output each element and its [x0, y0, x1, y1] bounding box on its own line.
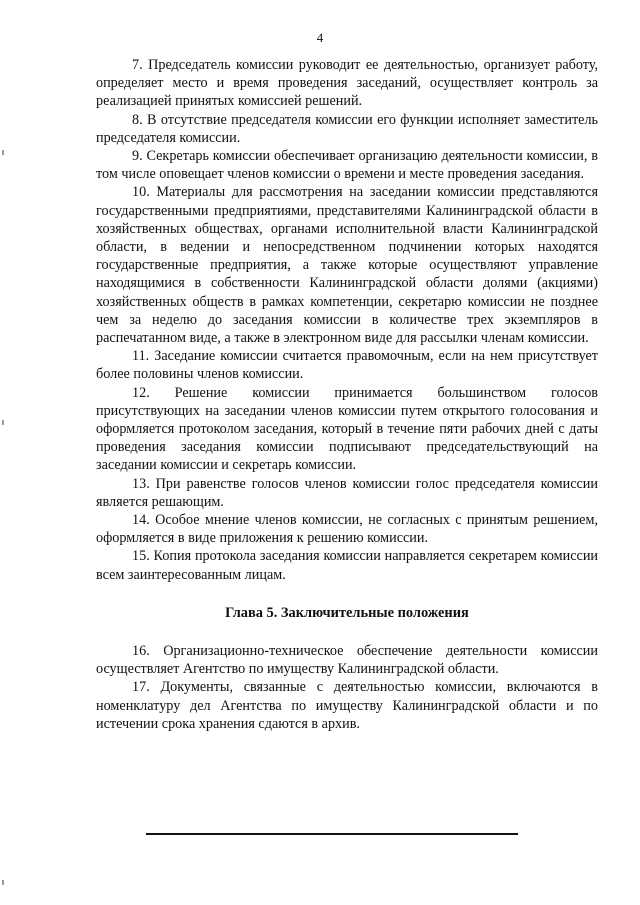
paragraph-17: 17. Документы, связанные с деятельностью комиссии, включаются в номенклатуру дел Агентства по имуществу Калининградской области и по истечении срока хранения сдаются в архив.	[96, 679, 598, 732]
end-of-document-line	[146, 833, 518, 835]
paragraph-11: 11. Заседание комиссии считается правомочным, если на нем присутствует более половины членов комиссии.	[96, 348, 598, 383]
paragraph-16: 16. Организационно-техническое обеспечение деятельности комиссии осуществляет Агентство по имуществу Калининградской области.	[96, 642, 598, 678]
scan-edge-mark	[2, 420, 4, 425]
paragraph-15: 15. Копия протокола заседания комиссии направляется секретарем комиссии всем заинтересованным лицам.	[96, 548, 598, 583]
scan-edge-mark	[2, 150, 4, 155]
paragraph-10: 10. Материалы для рассмотрения на заседании комиссии представляются государственными предприятиями, представителями Калининградской области в хозяйственных обществах, органами исполнительной власти Калининградской области, в ведении и непосредственном подчинении которых находятся государственные предприятия, а также которые осуществляют управление находящимися в собственности Калининградской области долями (акциями) хозяйственных обществ в рамках компетенции, секретарю комиссии не позднее чем за неделю до заседания комиссии в количестве трех экземпляров в распечатанном виде, а также в электронном виде для рассылки членам комиссии.	[96, 184, 598, 347]
document-body	[96, 56, 598, 733]
paragraph-13: 13. При равенстве голосов членов комиссии голос председателя комиссии является решающим.	[96, 475, 598, 510]
page-number: 4	[316, 30, 324, 45]
chapter-heading: Глава 5. Заключительные положения	[225, 604, 469, 621]
paragraph-9: 9. Секретарь комиссии обеспечивает организацию деятельности комиссии, в том числе оповещает членов комиссии о времени и месте проведения заседания.	[96, 148, 598, 183]
paragraph-12: 12. Решение комиссии принимается большинством голосов присутствующих на заседании членов комиссии путем открытого голосования и оформляется протоколом заседания, который в течение пяти рабочих дней с даты проведения заседания комиссии подписывают председательствующий на заседании комиссии и секретарь комиссии.	[96, 384, 598, 474]
paragraph-14: 14. Особое мнение членов комиссии, не согласных с принятым решением, оформляется в виде приложения к решению комиссии.	[96, 512, 598, 547]
paragraph-8: 8. В отсутствие председателя комиссии его функции исполняет заместитель председателя комиссии.	[96, 111, 598, 146]
paragraph-7: 7. Председатель комиссии руководит ее деятельностью, организует работу, определяет место и время проведения заседаний, осуществляет контроль за реализацией принятых комиссией решений.	[96, 57, 598, 110]
scan-edge-mark	[2, 880, 4, 885]
